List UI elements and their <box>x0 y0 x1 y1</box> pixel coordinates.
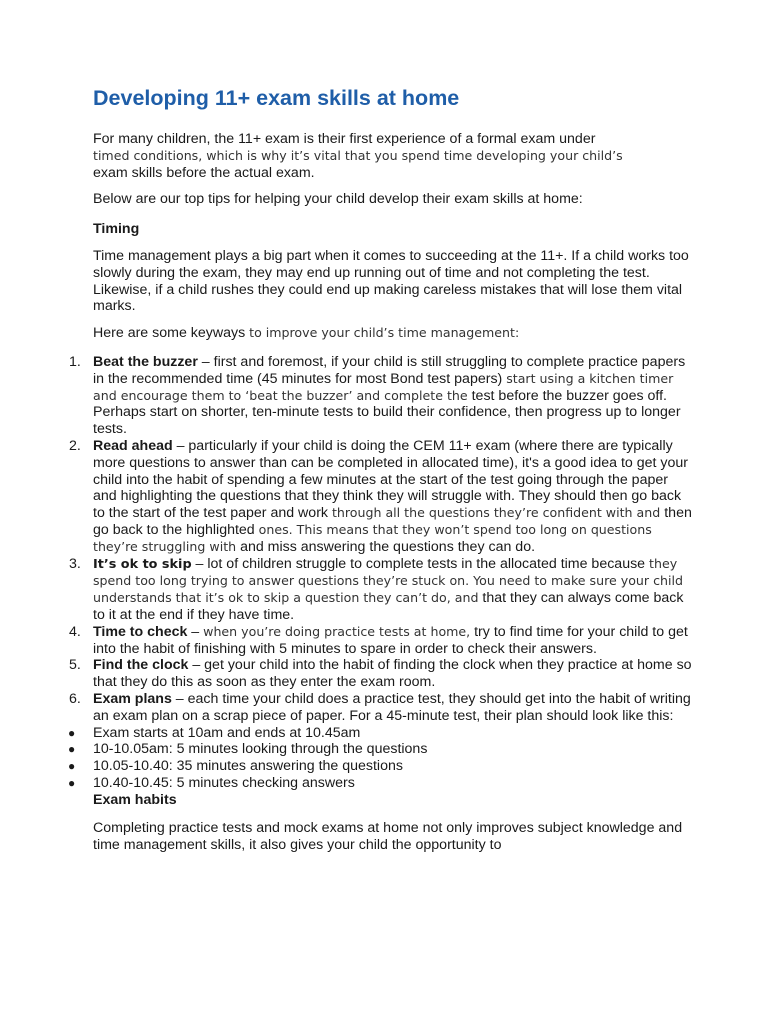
tip-title: Find the clock <box>93 657 189 674</box>
list-item <box>69 353 693 438</box>
keyways-line <box>93 325 693 342</box>
plan-item-text: 10.40-10.45: 5 minutes checking answers <box>93 774 355 791</box>
tips-list <box>69 353 693 725</box>
list-number: 6. <box>69 690 81 707</box>
tip-text: that they can always come back to it at the end if they have time. <box>93 590 684 623</box>
plan-item <box>68 724 693 742</box>
plan-item <box>68 758 693 775</box>
tip-text: try to find time for your child to get into the habit of finishing with 5 minutes to spare in order to check their answers. <box>93 623 688 657</box>
list-number: 5. <box>69 657 81 674</box>
timing-paragraph: Time management plays a big part when it comes to succeeding at the 11+. If a child works too slowly during the exam, they may end up running out of time and not completing the test. Likewise, if a child rushes they could end up making careless mistakes that will lose them vital marks. <box>93 247 689 315</box>
tip-text: and miss answering the questions they can do. <box>236 538 536 555</box>
tip-title: Exam plans <box>93 690 172 707</box>
list-item <box>69 623 693 658</box>
exam-plan-list <box>68 724 693 792</box>
tip-text: test before the buzzer goes off. Perhaps start on shorter, ten-minute tests to build their confidence, then progress up to longer tests. <box>93 387 681 438</box>
timing-heading: Timing <box>93 221 140 238</box>
plan-item-text: 10.05-10.40: 35 minutes answering the questions <box>93 758 403 775</box>
tip-text: – first and foremost, if your child is still struggling to complete practice papers in the recommended time (45 minutes for most Bond test papers) <box>93 353 686 387</box>
tip-text-light: ones. This means that they won’t spend too long on questions they’re struggling with <box>93 521 652 554</box>
intro-line-3: exam skills before the actual exam. <box>93 164 315 181</box>
document-body <box>68 86 693 864</box>
intro-line-2: timed conditions, which is why it’s vital that you spend time developing your child’s <box>93 147 623 163</box>
intro-paragraph <box>93 131 693 181</box>
bullet-icon: ● <box>68 759 76 774</box>
tip-text: – each time your child does a practice test, they should get into the habit of writing an exam plan on a scrap piece of paper. For a 45-minute test, their plan should look like this: <box>93 690 691 724</box>
tip-title: Time to check <box>93 623 188 640</box>
plan-item <box>68 774 693 792</box>
tip-text-light: start using a kitchen timer and encourage them to ‘beat the buzzer’ and complete the <box>93 370 674 403</box>
list-number: 1. <box>69 353 81 370</box>
plan-item <box>68 741 693 758</box>
page-title: Developing 11+ exam skills at home <box>93 86 460 110</box>
bullet-icon: ● <box>68 725 76 740</box>
tip-text-light: through all the questions they’re confident with and <box>331 505 665 521</box>
keyways-a: Here are some keyways <box>93 325 250 342</box>
list-number: 3. <box>69 555 81 572</box>
tip-text: – get your child into the habit of finding the clock when they practice at home so that they do this as soon as they enter the exam room. <box>93 657 692 691</box>
list-number: 4. <box>69 623 81 640</box>
tip-text: – <box>187 623 204 640</box>
tip-text: then go back to the highlighted <box>93 505 692 538</box>
plan-item-text: Exam starts at 10am and ends at 10.45am <box>93 724 361 741</box>
habits-paragraph: Completing practice tests and mock exams at home not only improves subject knowledge and time management skills, it also gives your child the opportunity to <box>93 820 683 854</box>
tips-intro: Below are our top tips for helping your child develop their exam skills at home: <box>93 191 583 208</box>
keyways-b: to improve your child’s time management: <box>249 325 520 341</box>
tip-text: – particularly if your child is doing the CEM 11+ exam (where there are typically more questions to answer than can be completed in allocated time), it's a good idea to get your child into the habit of spending a few minutes at the start of the test going through the paper and highlighting the questions that they think they will struggle with. They should then go back to the start of the test paper and work <box>93 437 688 522</box>
tip-text-light: they spend too long trying to answer questions they’re stuck on. You need to make sure your child understands that it’s ok to skip a question they can’t do, and <box>93 555 683 606</box>
list-item <box>69 690 693 725</box>
intro-line-1: For many children, the 11+ exam is their first experience of a formal exam under <box>93 131 596 147</box>
tip-text: – lot of children struggle to complete tests in the allocated time because <box>191 555 650 572</box>
tip-title: Beat the buzzer <box>93 353 198 370</box>
bullet-icon: ● <box>68 742 76 757</box>
plan-item-text: 10-10.05am: 5 minutes looking through the questions <box>93 741 428 758</box>
list-item <box>69 437 693 556</box>
list-number: 2. <box>69 437 81 454</box>
habits-heading: Exam habits <box>93 791 177 808</box>
tip-title: Read ahead <box>93 437 173 454</box>
bullet-icon: ● <box>68 775 76 790</box>
list-item <box>69 555 693 624</box>
list-item <box>69 657 693 691</box>
tip-text-light: when you’re doing practice tests at home, <box>203 623 471 639</box>
tip-title: It’s ok to skip <box>93 556 192 572</box>
